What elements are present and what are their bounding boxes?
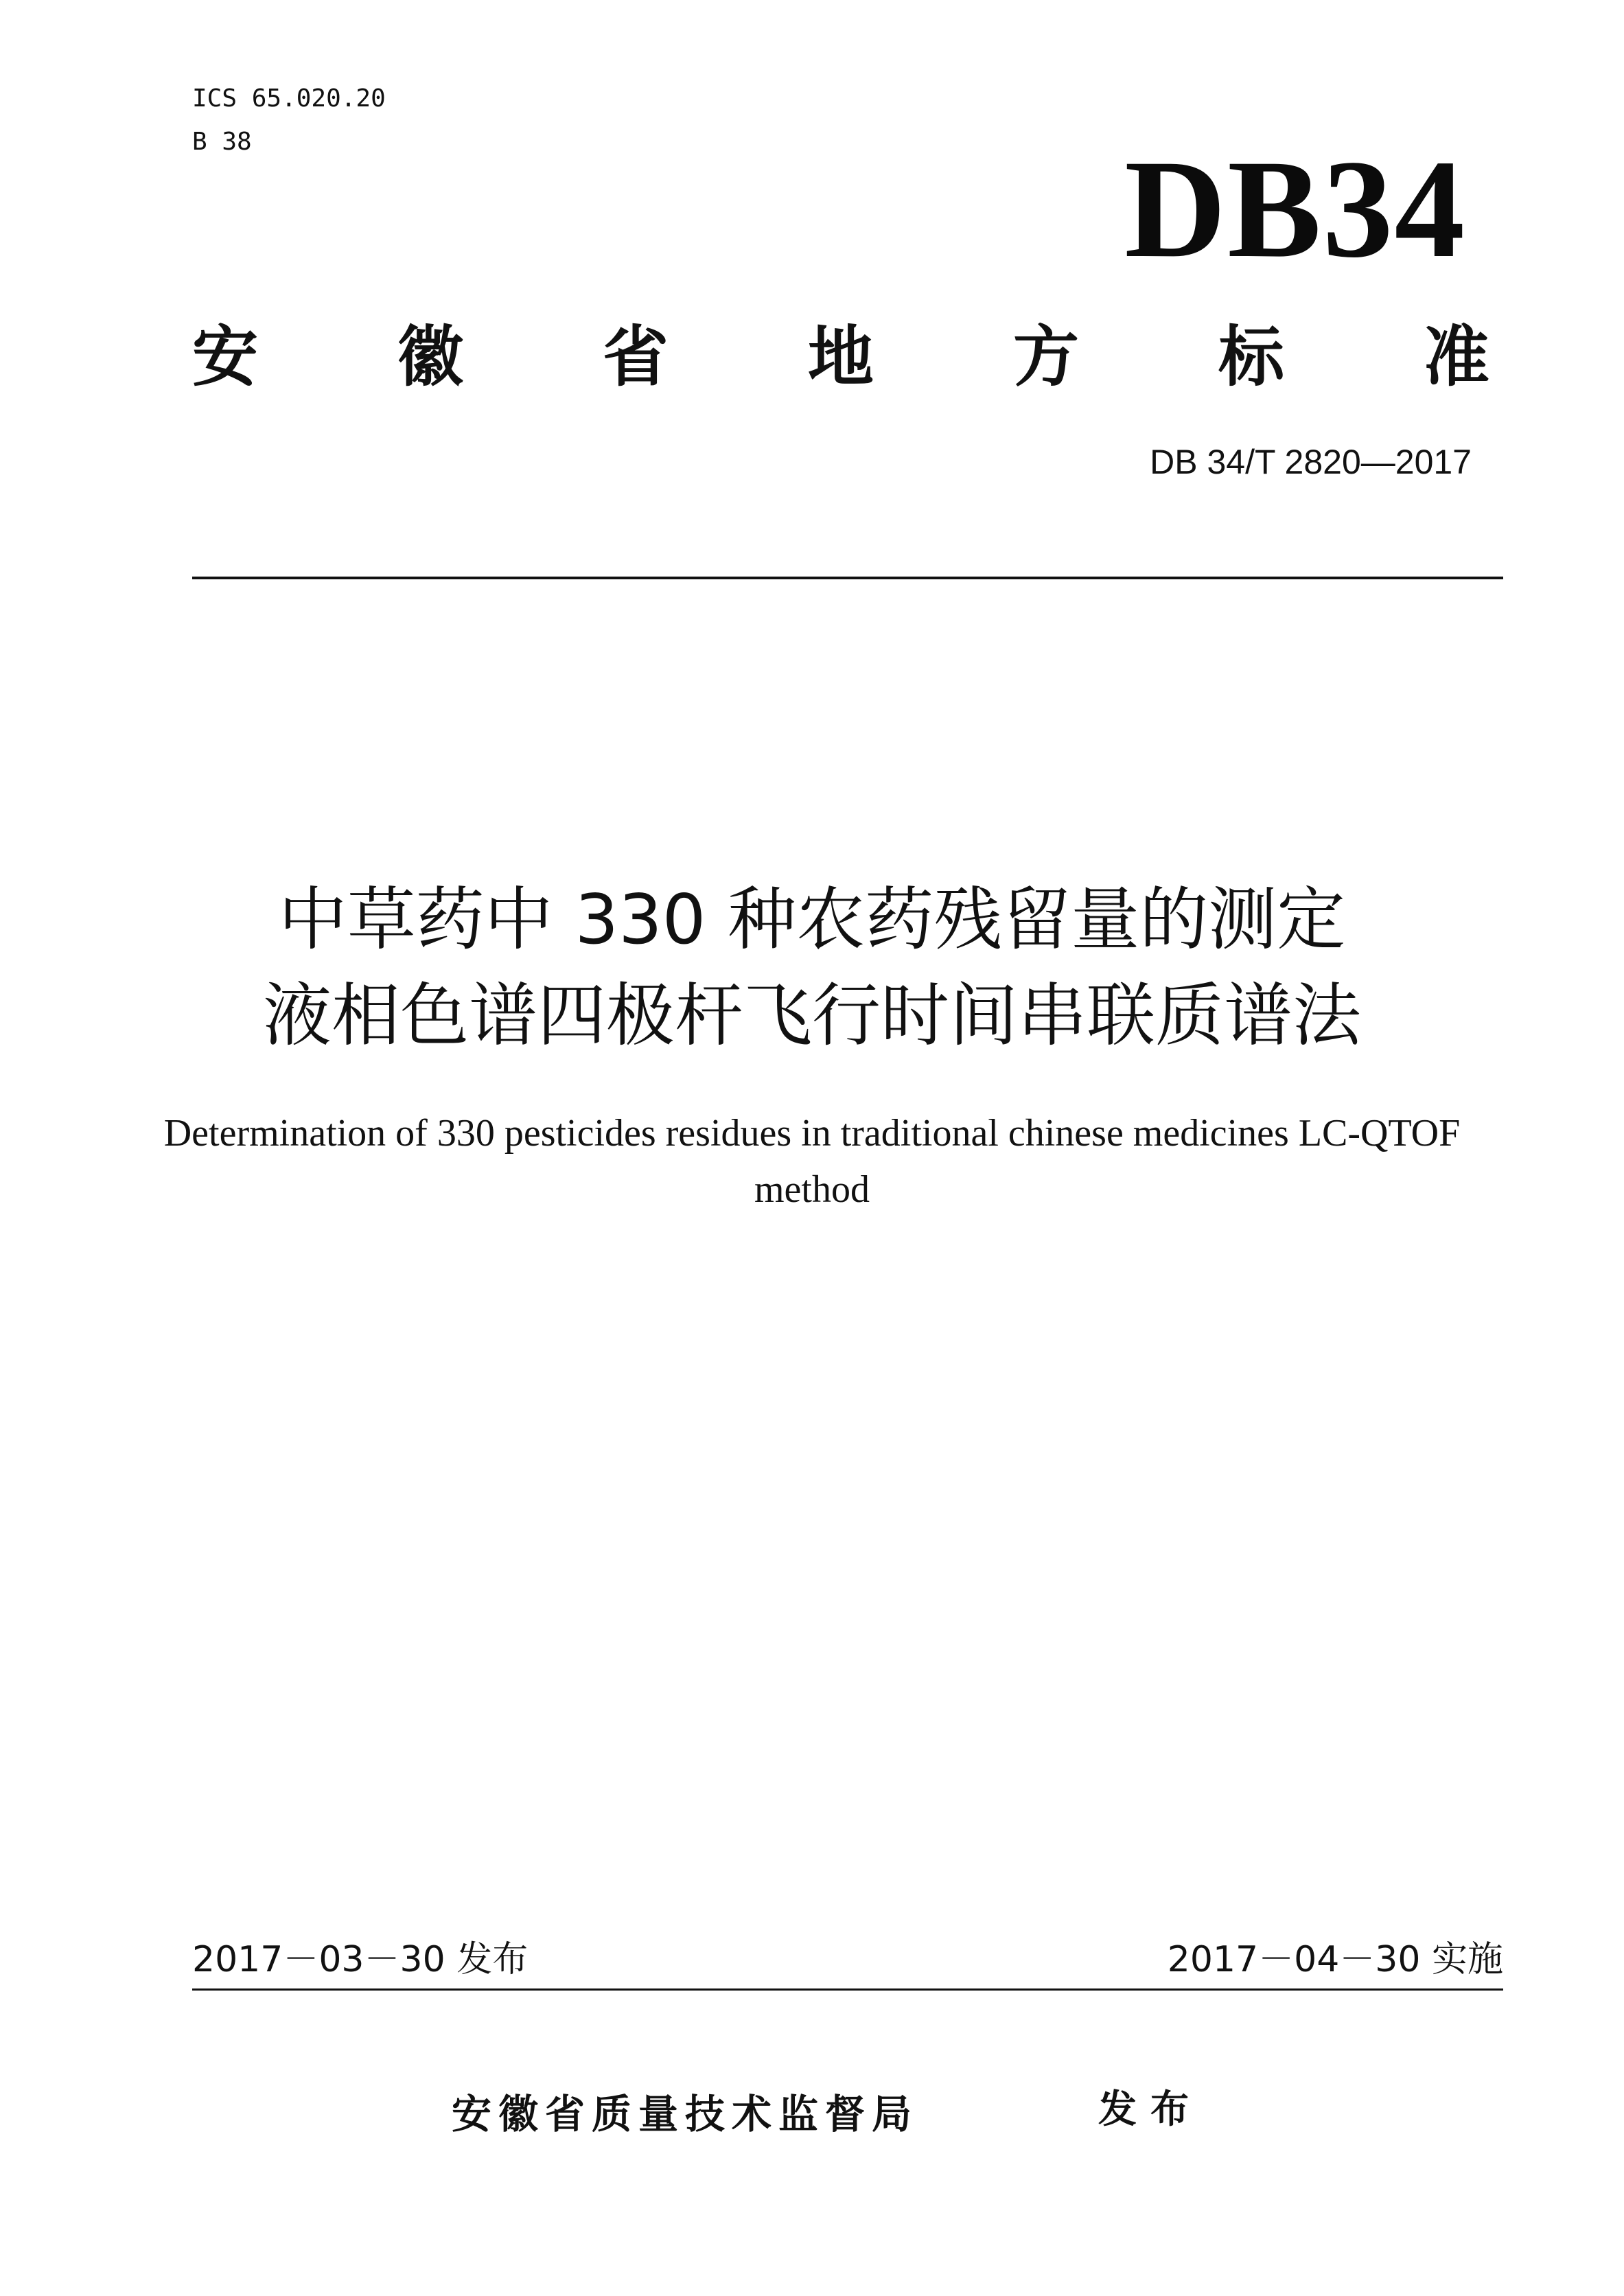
db34-logo: DB34	[1124, 131, 1466, 287]
top-divider	[192, 577, 1503, 579]
agency-title-char: 省	[603, 318, 669, 395]
standard-number: DB 34/T 2820—2017	[1150, 443, 1472, 481]
title-chinese-line-1: 中草药中 330 种农药残留量的测定	[278, 879, 1346, 960]
issuing-action: 发布	[1098, 2087, 1203, 2132]
agency-title-char: 准	[1424, 318, 1489, 395]
agency-title-char: 安	[192, 318, 258, 395]
agency-title-char: 地	[808, 318, 874, 395]
ccs-code: B 38	[192, 128, 252, 156]
agency-title-char: 徽	[397, 318, 463, 395]
agency-title-char: 方	[1013, 318, 1079, 395]
title-english: Determination of 330 pesticides residues in traditional chinese medicines LC-QTOF method	[163, 1112, 1461, 1211]
title-chinese-line-2: 液相色谱四极杆飞行时间串联质谱法	[263, 975, 1361, 1056]
issuing-authority: 安徽省质量技术监督局	[452, 2091, 919, 2137]
implementation-date: 2017－04－30 实施	[1167, 1939, 1503, 1980]
agency-title-char: 标	[1218, 318, 1284, 395]
ics-code: ICS 65.020.20	[192, 84, 386, 113]
agency-title	[192, 312, 1489, 402]
issue-date: 2017－03－30 发布	[192, 1939, 529, 1980]
bottom-divider	[192, 1988, 1503, 1991]
